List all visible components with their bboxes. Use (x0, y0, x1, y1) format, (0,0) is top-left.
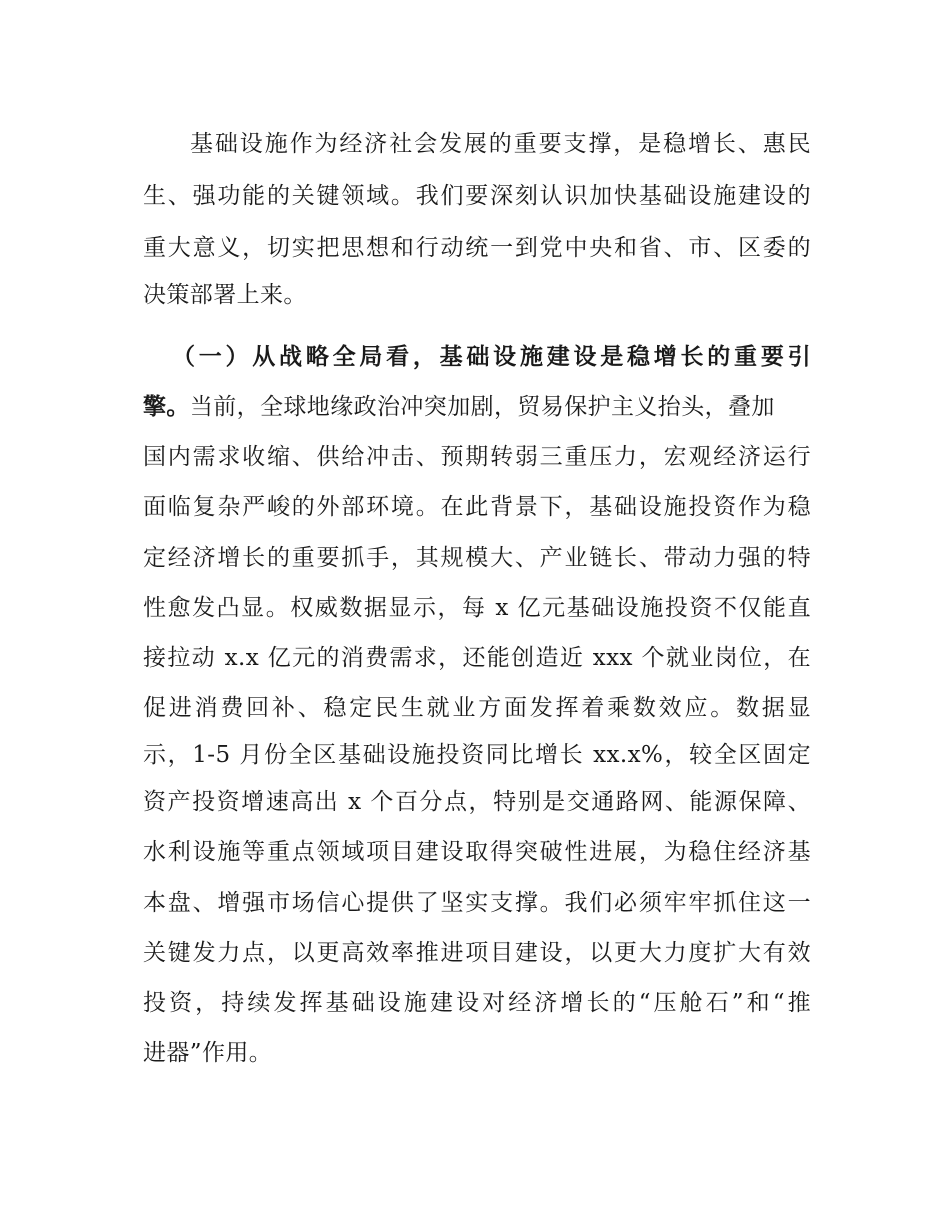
paragraph-2-line-4: 面临复杂严峻的外部环境。在此背景下，基础设施投资作为稳 (143, 494, 811, 520)
paragraph-2-line-2-text: 当前，全球地缘政治冲突加剧，贸易保护主义抬头，叠加 (189, 394, 775, 420)
paragraph-2-line-11: 水利设施等重点领域项目建设取得突破性进展，为稳住经济基 (143, 839, 811, 865)
paragraph-2-line-14: 投资，持续发挥基础设施建设对经济增长的“压舱石”和“推 (143, 990, 811, 1016)
paragraph-2-line-10: 资产投资增速高出 x 个百分点，特别是交通路网、能源保障、 (143, 789, 811, 815)
section-heading-line-1: （一）从战略全局看，基础设施建设是稳增长的重要引 (172, 344, 811, 370)
paragraph-1-line-2: 生、强功能的关键领域。我们要深刻认识加快基础设施建设的 (143, 183, 811, 209)
paragraph-2-line-9: 示，1-5 月份全区基础设施投资同比增长 xx.x%，较全区固定 (143, 742, 811, 768)
paragraph-2-line-12: 本盘、增强市场信心提供了坚实支撑。我们必须牢牢抓住这一 (143, 890, 811, 916)
paragraph-2-line-6: 性愈发凸显。权威数据显示，每 x 亿元基础设施投资不仅能直 (143, 595, 811, 621)
paragraph-2-line-7: 接拉动 x.x 亿元的消费需求，还能创造近 xxx 个就业岗位，在 (143, 645, 811, 671)
paragraph-2-line-15: 进器”作用。 (143, 1040, 273, 1066)
paragraph-2-line-8: 促进消费回补、稳定民生就业方面发挥着乘数效应。数据显 (143, 695, 811, 721)
paragraph-2-line-3: 国内需求收缩、供给冲击、预期转弱三重压力，宏观经济运行 (143, 444, 811, 470)
paragraph-2-line-13: 关键发力点，以更高效率推进项目建设，以更大力度扩大有效 (143, 940, 811, 966)
paragraph-1-line-3: 重大意义，切实把思想和行动统一到党中央和省、市、区委的 (143, 235, 811, 261)
paragraph-2-line-2 (143, 381, 811, 433)
paragraph-1-line-4: 决策部署上来。 (143, 282, 307, 308)
section-heading-tail: 擎。 (143, 394, 190, 420)
paragraph-1-line-1: 基础设施作为经济社会发展的重要支撑，是稳增长、惠民 (190, 131, 811, 157)
paragraph-2-line-5: 定经济增长的重要抓手，其规模大、产业链长、带动力强的特 (143, 545, 811, 571)
